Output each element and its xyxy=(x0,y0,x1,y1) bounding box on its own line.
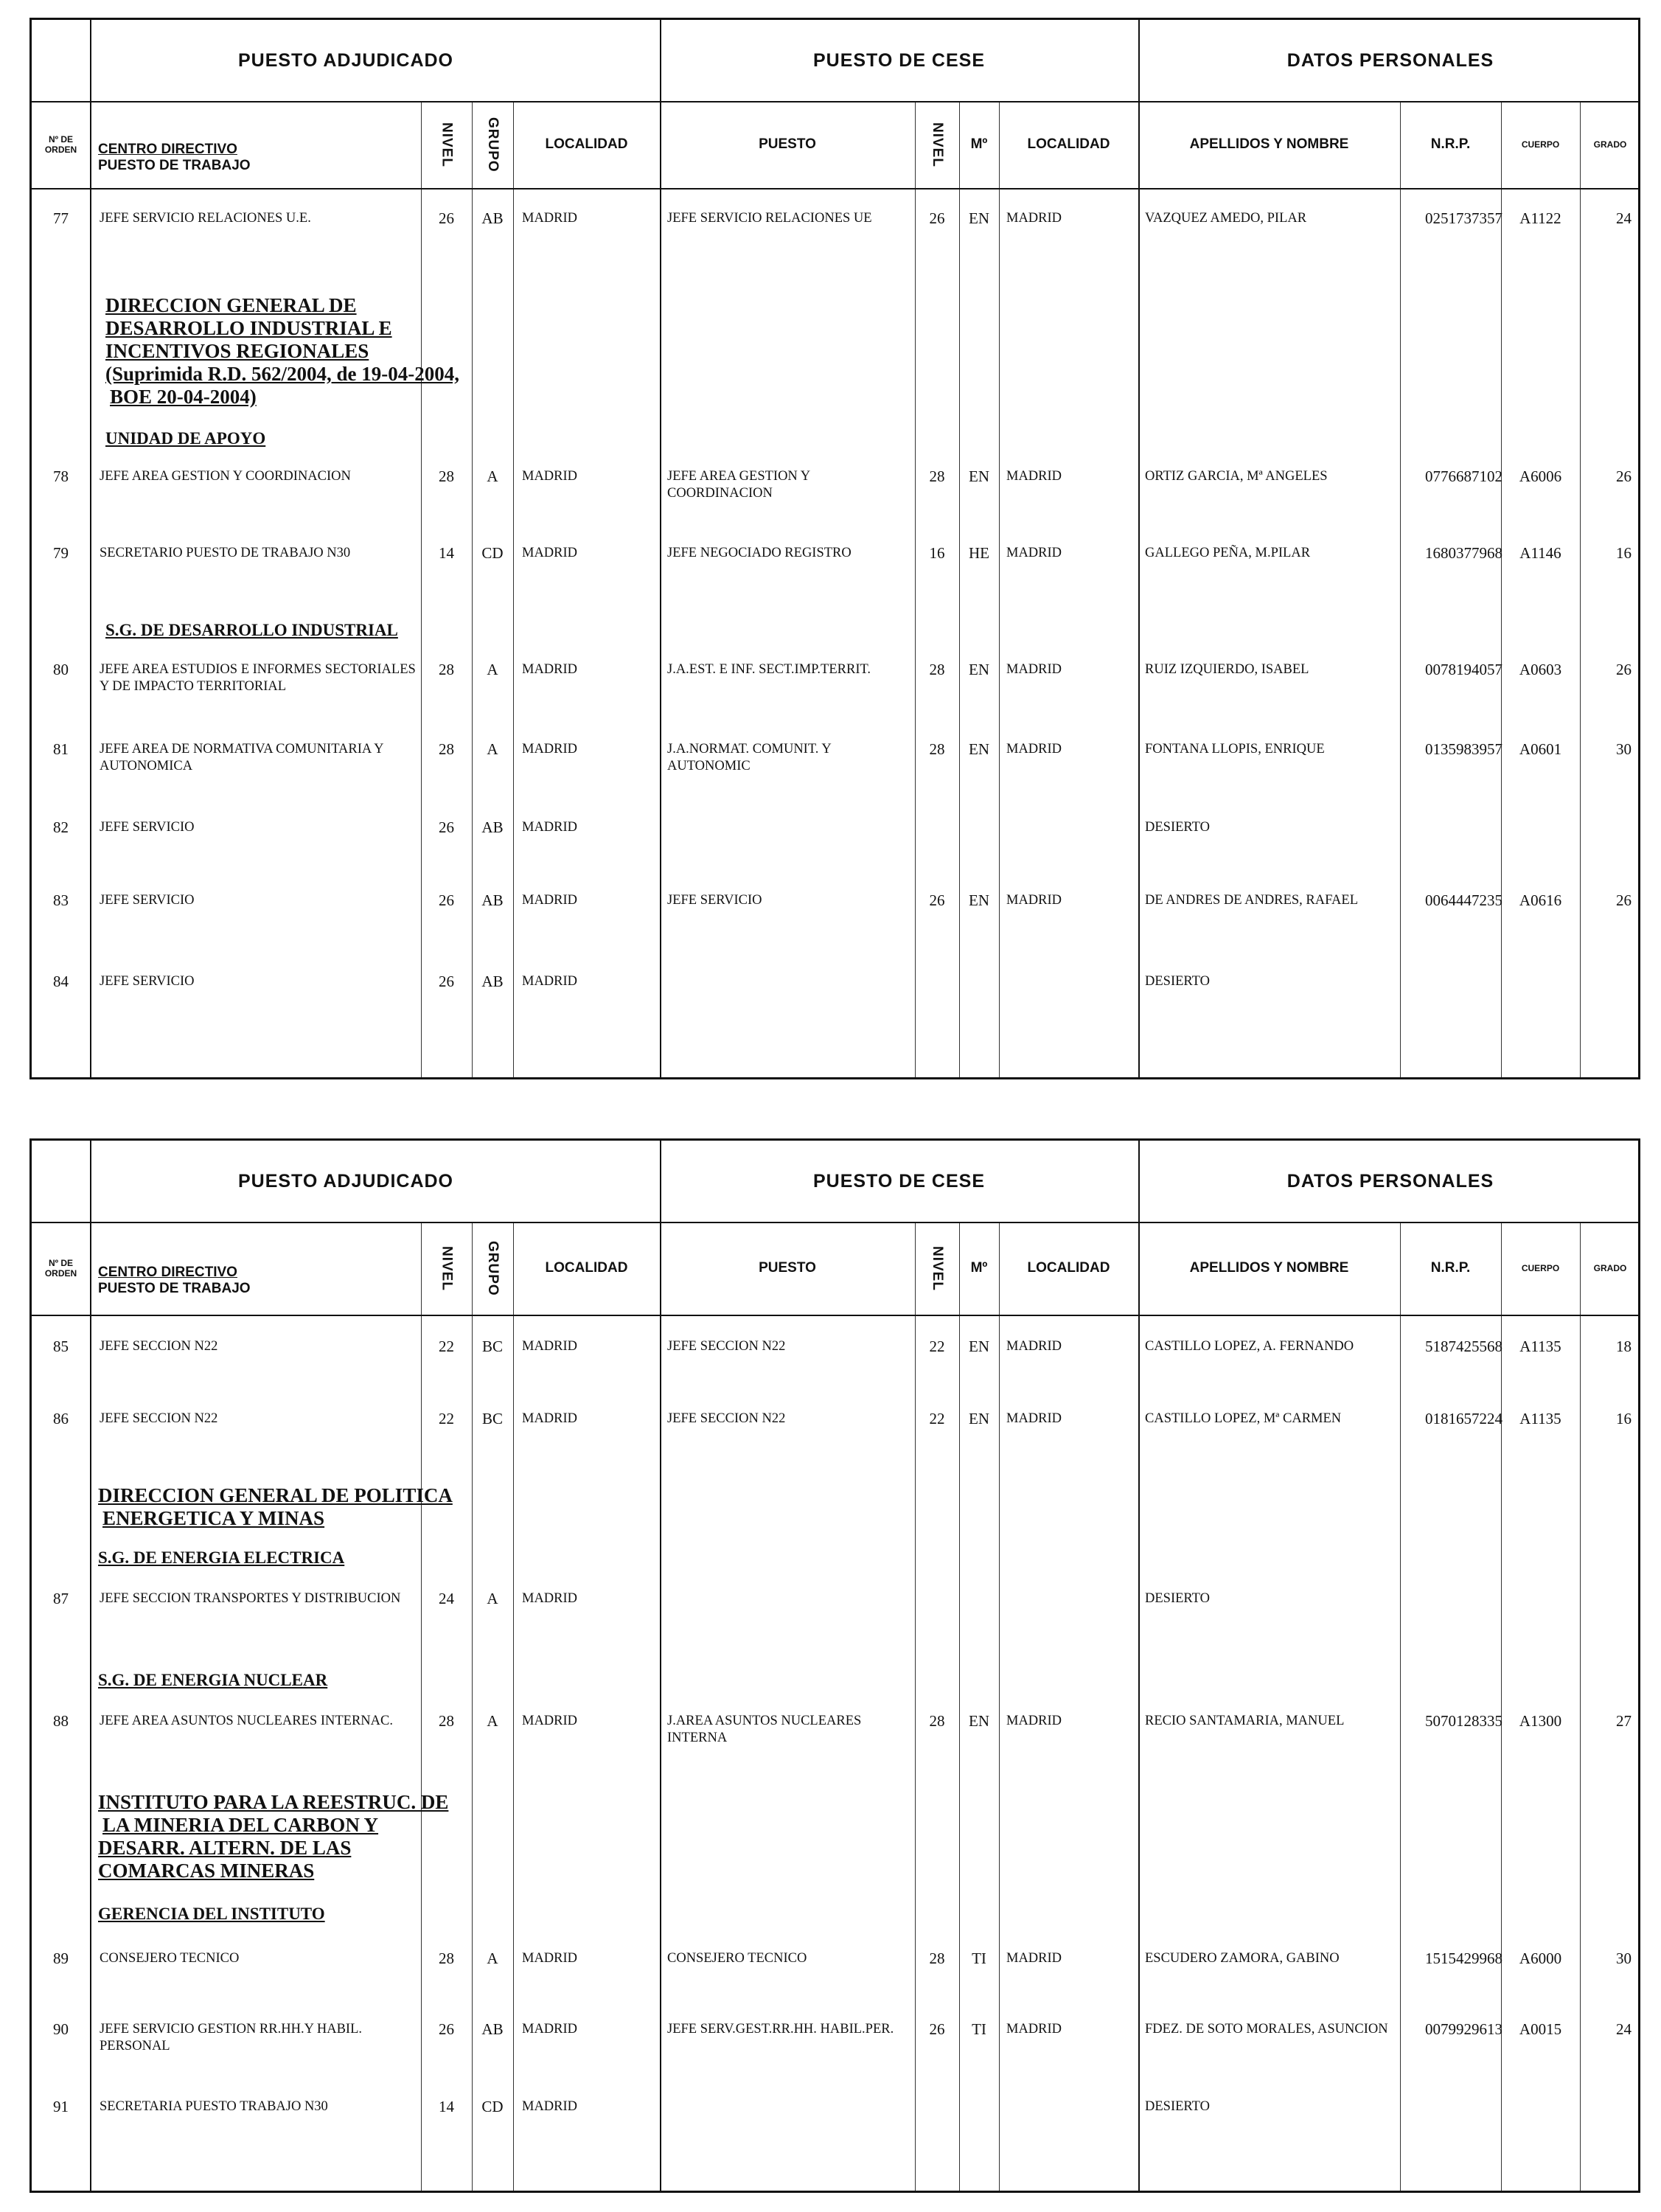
col-header-puesto: PUESTO xyxy=(759,136,816,152)
cell-localidad: MADRID xyxy=(522,820,578,835)
cell-nrp: 0079929613 xyxy=(1425,2020,1502,2038)
cell-grupo: AB xyxy=(481,818,504,836)
cell-orden: 84 xyxy=(53,973,69,990)
col-divider xyxy=(1400,101,1401,1077)
cell-cese-localidad: MADRID xyxy=(1006,662,1062,677)
heading-gerencia-instituto: GERENCIA DEL INSTITUTO xyxy=(98,1905,325,1923)
cell-nombre: CASTILLO LOPEZ, A. FERNANDO xyxy=(1145,1339,1354,1354)
col-divider xyxy=(421,101,422,1077)
cell-cese-nivel: 28 xyxy=(929,1950,945,1967)
cell-puesto: JEFE SERVICIO xyxy=(100,820,195,835)
cell-cuerpo: A1135 xyxy=(1519,1338,1561,1355)
cell-grupo: A xyxy=(487,661,498,678)
col-divider xyxy=(1580,101,1581,1077)
cell-cese-m: EN xyxy=(969,1410,989,1427)
cell-grado: 30 xyxy=(1616,740,1632,758)
cell-nrp: 1680377968 xyxy=(1425,544,1502,562)
cell-cese-nivel: 16 xyxy=(929,544,945,562)
cell-cese-puesto: JEFE SERV.GEST.RR.HH. HABIL.PER. xyxy=(667,2022,894,2037)
cell-nrp: 0078194057 xyxy=(1425,661,1502,678)
cell-cuerpo: A1135 xyxy=(1519,1410,1561,1427)
cell-grado: 26 xyxy=(1616,661,1632,678)
header-divider xyxy=(32,1315,1638,1316)
cell-cese-puesto: JEFE NEGOCIADO REGISTRO xyxy=(667,546,852,560)
heading-line: DESARR. ALTERN. DE LAS xyxy=(98,1837,352,1859)
cell-grado: 30 xyxy=(1616,1950,1632,1967)
section-puesto-de-cese: PUESTO DE CESE xyxy=(812,1170,986,1192)
cell-cese-puesto: J.AREA ASUNTOS NUCLEARES INTERNA xyxy=(667,1714,862,1745)
cell-localidad: MADRID xyxy=(522,469,578,484)
cell-cese-localidad: MADRID xyxy=(1006,2022,1062,2037)
col-divider xyxy=(1400,1222,1401,2191)
col-divider xyxy=(999,1222,1000,2191)
cell-cese-nivel: 28 xyxy=(929,661,945,678)
cell-nivel: 14 xyxy=(439,544,454,562)
col-header-cese-nivel: NIVEL xyxy=(930,122,945,167)
cell-orden: 80 xyxy=(53,661,69,678)
cell-cese-m: TI xyxy=(972,1950,986,1967)
cell-orden: 81 xyxy=(53,740,69,758)
cell-puesto: JEFE SECCION N22 xyxy=(100,1411,218,1426)
cell-cese-nivel: 28 xyxy=(929,740,945,758)
col-divider xyxy=(999,101,1000,1077)
section-puesto-adjudicado: PUESTO ADJUDICADO xyxy=(237,1170,454,1192)
cell-cese-puesto: JEFE SERVICIO xyxy=(667,893,762,908)
cell-orden: 82 xyxy=(53,818,69,836)
cell-grado: 26 xyxy=(1616,467,1632,485)
cell-nivel: 28 xyxy=(439,1950,454,1967)
section-datos-personales: DATOS PERSONALES xyxy=(1286,1170,1494,1192)
cell-cese-puesto: JEFE SERVICIO RELACIONES UE xyxy=(667,211,872,226)
cell-cese-m: TI xyxy=(972,2020,986,2038)
cell-cese-localidad: MADRID xyxy=(1006,893,1062,908)
col-header-localidad: LOCALIDAD xyxy=(545,136,628,152)
cell-puesto: JEFE SECCION TRANSPORTES Y DISTRIBUCION xyxy=(100,1591,401,1606)
cell-orden: 79 xyxy=(53,544,69,562)
cell-nombre: RECIO SANTAMARIA, MANUEL xyxy=(1145,1714,1345,1728)
cell-cese-nivel: 26 xyxy=(929,891,945,909)
col-header-apellidos: APELLIDOS Y NOMBRE xyxy=(1189,1260,1349,1276)
cell-cese-nivel: 28 xyxy=(929,1712,945,1730)
cell-grado: 24 xyxy=(1616,209,1632,227)
cell-cese-localidad: MADRID xyxy=(1006,211,1062,226)
col-header-grupo: GRUPO xyxy=(485,116,501,173)
heading-sg-desarrollo-industrial: S.G. DE DESARROLLO INDUSTRIAL xyxy=(105,621,398,639)
heading-line: DESARROLLO INDUSTRIAL E xyxy=(105,317,392,339)
cell-grado: 24 xyxy=(1616,2020,1632,2038)
col-header-modalidad: Mº xyxy=(970,1260,988,1276)
cell-cese-nivel: 26 xyxy=(929,2020,945,2038)
heading-sg-energia-nuclear: S.G. DE ENERGIA NUCLEAR xyxy=(98,1671,328,1689)
cell-cese-localidad: MADRID xyxy=(1006,546,1062,560)
cell-puesto: JEFE SECCION N22 xyxy=(100,1339,218,1354)
cell-puesto: JEFE AREA GESTION Y COORDINACION xyxy=(100,469,351,484)
cell-orden: 85 xyxy=(53,1338,69,1355)
cell-grupo: CD xyxy=(481,2098,504,2115)
cell-cese-m: EN xyxy=(969,467,989,485)
heading-dg-politica-energetica xyxy=(98,1484,511,1530)
cell-nrp: 0251737357 xyxy=(1425,209,1502,227)
cell-cese-puesto: CONSEJERO TECNICO xyxy=(667,1951,807,1966)
cell-nivel: 24 xyxy=(439,1590,454,1607)
cell-localidad: MADRID xyxy=(522,1714,578,1728)
cell-grupo: AB xyxy=(481,2020,504,2038)
cell-cese-localidad: MADRID xyxy=(1006,742,1062,757)
heading-line: INCENTIVOS REGIONALES xyxy=(105,340,369,362)
col-header-puesto: PUESTO xyxy=(759,1260,816,1276)
col-header-nrp: N.R.P. xyxy=(1430,1260,1471,1276)
cell-nivel: 22 xyxy=(439,1338,454,1355)
cell-orden: 89 xyxy=(53,1950,69,1967)
cell-nrp: 0135983957 xyxy=(1425,740,1502,758)
col-header-centro xyxy=(98,142,415,186)
col-header-centro-directivo: CENTRO DIRECTIVO xyxy=(98,142,237,157)
cell-cese-m: EN xyxy=(969,209,989,227)
heading-line: ENERGETICA Y MINAS xyxy=(102,1507,325,1529)
cell-grupo: BC xyxy=(481,1338,503,1355)
cell-orden: 91 xyxy=(53,2098,69,2115)
cell-cese-puesto: JEFE AREA GESTION Y COORDINACION xyxy=(667,469,810,501)
cell-nombre: DESIERTO xyxy=(1145,2099,1210,2114)
table-2 xyxy=(29,1138,1640,2193)
cell-puesto: SECRETARIO PUESTO DE TRABAJO N30 xyxy=(100,546,351,560)
cell-nrp: 1515429968 xyxy=(1425,1950,1502,1967)
cell-orden: 86 xyxy=(53,1410,69,1427)
cell-cuerpo: A6000 xyxy=(1519,1950,1562,1967)
col-header-nivel: NIVEL xyxy=(439,1245,455,1291)
cell-nombre: DESIERTO xyxy=(1145,820,1210,835)
cell-localidad: MADRID xyxy=(522,742,578,757)
heading-dg-desarrollo-industrial xyxy=(105,294,518,408)
cell-localidad: MADRID xyxy=(522,2022,578,2037)
cell-nrp: 5187425568 xyxy=(1425,1338,1502,1355)
cell-localidad: MADRID xyxy=(522,662,578,677)
cell-nivel: 26 xyxy=(439,973,454,990)
cell-puesto: JEFE AREA ESTUDIOS E INFORMES SECTORIALES Y DE IMPACTO TERRITORIAL xyxy=(100,662,416,694)
heading-line: INSTITUTO PARA LA REESTRUC. DE xyxy=(98,1791,449,1813)
cell-localidad: MADRID xyxy=(522,1411,578,1426)
cell-cuerpo: A1300 xyxy=(1519,1712,1562,1730)
col-header-centro-directivo: CENTRO DIRECTIVO xyxy=(98,1265,237,1280)
col-header-orden: Nº DE ORDEN xyxy=(44,134,77,155)
cell-puesto: JEFE AREA DE NORMATIVA COMUNITARIA Y AUTONOMICA xyxy=(100,742,383,773)
cell-cuerpo: A0015 xyxy=(1519,2020,1562,2038)
cell-puesto: SECRETARIA PUESTO TRABAJO N30 xyxy=(100,2099,328,2114)
cell-cese-nivel: 28 xyxy=(929,467,945,485)
cell-cese-nivel: 22 xyxy=(929,1338,945,1355)
cell-nivel: 28 xyxy=(439,661,454,678)
col-divider xyxy=(1580,1222,1581,2191)
cell-nombre: FDEZ. DE SOTO MORALES, ASUNCION xyxy=(1145,2022,1388,2037)
cell-grupo: AB xyxy=(481,891,504,909)
col-divider xyxy=(915,101,916,1077)
cell-grado: 18 xyxy=(1616,1338,1632,1355)
cell-cese-m: EN xyxy=(969,891,989,909)
cell-cese-nivel: 26 xyxy=(929,209,945,227)
cell-cese-m: EN xyxy=(969,1338,989,1355)
col-header-apellidos: APELLIDOS Y NOMBRE xyxy=(1189,136,1349,152)
cell-cese-m: EN xyxy=(969,740,989,758)
col-divider xyxy=(1501,1222,1502,2191)
col-divider xyxy=(513,1222,514,2191)
heading-instituto-mineria xyxy=(98,1791,511,1882)
cell-cuerpo: A0601 xyxy=(1519,740,1562,758)
heading-line: LA MINERIA DEL CARBON Y xyxy=(102,1814,379,1836)
cell-grupo: BC xyxy=(481,1410,503,1427)
cell-nrp: 5070128335 xyxy=(1425,1712,1502,1730)
cell-nombre: DESIERTO xyxy=(1145,974,1210,989)
cell-nombre: DESIERTO xyxy=(1145,1591,1210,1606)
heading-line: COMARCAS MINERAS xyxy=(98,1860,315,1882)
cell-localidad: MADRID xyxy=(522,211,578,226)
cell-localidad: MADRID xyxy=(522,1591,578,1606)
cell-cuerpo: A1146 xyxy=(1519,544,1561,562)
cell-cuerpo: A0603 xyxy=(1519,661,1562,678)
cell-localidad: MADRID xyxy=(522,2099,578,2114)
cell-nrp: 0064447235 xyxy=(1425,891,1502,909)
cell-cese-nivel: 22 xyxy=(929,1410,945,1427)
col-divider xyxy=(959,1222,960,2191)
col-divider xyxy=(959,101,960,1077)
cell-cese-puesto: J.A.NORMAT. COMUNIT. Y AUTONOMIC xyxy=(667,742,831,773)
heading-unidad-apoyo: UNIDAD DE APOYO xyxy=(105,429,266,448)
col-divider xyxy=(1501,101,1502,1077)
cell-cese-m: EN xyxy=(969,661,989,678)
cell-nombre: FONTANA LLOPIS, ENRIQUE xyxy=(1145,742,1325,757)
col-divider xyxy=(915,1222,916,2191)
cell-nombre: DE ANDRES DE ANDRES, RAFAEL xyxy=(1145,893,1358,908)
col-header-centro xyxy=(98,1265,415,1309)
col-divider xyxy=(90,1141,91,2191)
cell-nivel: 28 xyxy=(439,467,454,485)
cell-orden: 77 xyxy=(53,209,69,227)
table-1 xyxy=(29,18,1640,1079)
col-header-nrp: N.R.P. xyxy=(1430,136,1471,152)
cell-localidad: MADRID xyxy=(522,893,578,908)
cell-grupo: A xyxy=(487,740,498,758)
cell-grupo: AB xyxy=(481,209,504,227)
cell-orden: 83 xyxy=(53,891,69,909)
cell-localidad: MADRID xyxy=(522,546,578,560)
col-header-grupo: GRUPO xyxy=(485,1240,501,1296)
cell-cuerpo: A0616 xyxy=(1519,891,1562,909)
cell-puesto: JEFE SERVICIO RELACIONES U.E. xyxy=(100,211,311,226)
cell-localidad: MADRID xyxy=(522,1339,578,1354)
cell-puesto: JEFE SERVICIO GESTION RR.HH.Y HABIL. PERSONAL xyxy=(100,2022,363,2053)
cell-orden: 88 xyxy=(53,1712,69,1730)
col-divider xyxy=(513,101,514,1077)
header-divider xyxy=(32,188,1638,189)
col-header-puesto-trabajo: PUESTO DE TRABAJO xyxy=(98,158,251,173)
cell-grupo: A xyxy=(487,1712,498,1730)
col-header-grado: GRADO xyxy=(1593,139,1627,150)
heading-line: DIRECCION GENERAL DE xyxy=(105,294,357,316)
cell-orden: 90 xyxy=(53,2020,69,2038)
col-header-localidad: LOCALIDAD xyxy=(545,1260,628,1276)
cell-cese-puesto: J.A.EST. E INF. SECT.IMP.TERRIT. xyxy=(667,662,871,677)
cell-cese-localidad: MADRID xyxy=(1006,1339,1062,1354)
col-divider xyxy=(472,101,473,1077)
cell-cese-m: HE xyxy=(969,544,989,562)
cell-nivel: 26 xyxy=(439,209,454,227)
cell-cese-puesto: JEFE SECCION N22 xyxy=(667,1411,786,1426)
cell-orden: 78 xyxy=(53,467,69,485)
cell-nivel: 26 xyxy=(439,818,454,836)
cell-grupo: A xyxy=(487,1950,498,1967)
cell-grupo: CD xyxy=(481,544,504,562)
col-header-cese-localidad: LOCALIDAD xyxy=(1027,1260,1110,1276)
cell-cuerpo: A6006 xyxy=(1519,467,1562,485)
cell-localidad: MADRID xyxy=(522,1951,578,1966)
cell-cuerpo: A1122 xyxy=(1519,209,1561,227)
cell-nivel: 26 xyxy=(439,2020,454,2038)
col-header-orden: Nº DE ORDEN xyxy=(44,1258,77,1279)
cell-nivel: 14 xyxy=(439,2098,454,2115)
cell-nombre: CASTILLO LOPEZ, Mª CARMEN xyxy=(1145,1411,1342,1426)
cell-grado: 16 xyxy=(1616,1410,1632,1427)
cell-grado: 16 xyxy=(1616,544,1632,562)
col-header-cuerpo: CUERPO xyxy=(1521,139,1560,150)
cell-nivel: 28 xyxy=(439,740,454,758)
cell-grado: 26 xyxy=(1616,891,1632,909)
cell-cese-puesto: JEFE SECCION N22 xyxy=(667,1339,786,1354)
cell-nivel: 22 xyxy=(439,1410,454,1427)
cell-cese-localidad: MADRID xyxy=(1006,1714,1062,1728)
col-header-nivel: NIVEL xyxy=(439,122,455,167)
cell-puesto: JEFE SERVICIO xyxy=(100,974,195,989)
cell-nivel: 26 xyxy=(439,891,454,909)
cell-puesto: JEFE AREA ASUNTOS NUCLEARES INTERNAC. xyxy=(100,1714,393,1728)
col-header-modalidad: Mº xyxy=(970,136,988,152)
section-puesto-de-cese: PUESTO DE CESE xyxy=(812,49,986,71)
cell-nombre: VAZQUEZ AMEDO, PILAR xyxy=(1145,211,1307,226)
col-divider xyxy=(472,1222,473,2191)
cell-cese-m: EN xyxy=(969,1712,989,1730)
cell-nombre: ORTIZ GARCIA, Mª ANGELES xyxy=(1145,469,1328,484)
cell-localidad: MADRID xyxy=(522,974,578,989)
cell-grupo: A xyxy=(487,1590,498,1607)
col-header-grado: GRADO xyxy=(1593,1263,1627,1273)
heading-line: DIRECCION GENERAL DE POLITICA xyxy=(98,1484,453,1506)
cell-nrp: 0181657224 xyxy=(1425,1410,1502,1427)
cell-cese-localidad: MADRID xyxy=(1006,1951,1062,1966)
cell-grado: 27 xyxy=(1616,1712,1632,1730)
cell-grupo: A xyxy=(487,467,498,485)
col-header-cuerpo: CUERPO xyxy=(1521,1263,1560,1273)
col-header-puesto-trabajo: PUESTO DE TRABAJO xyxy=(98,1281,251,1296)
heading-sg-energia-electrica: S.G. DE ENERGIA ELECTRICA xyxy=(98,1548,345,1567)
cell-puesto: CONSEJERO TECNICO xyxy=(100,1951,240,1966)
col-divider xyxy=(421,1222,422,2191)
cell-cese-localidad: MADRID xyxy=(1006,1411,1062,1426)
cell-grupo: AB xyxy=(481,973,504,990)
col-header-cese-nivel: NIVEL xyxy=(930,1245,945,1291)
cell-nivel: 28 xyxy=(439,1712,454,1730)
cell-nombre: RUIZ IZQUIERDO, ISABEL xyxy=(1145,662,1309,677)
cell-nombre: GALLEGO PEÑA, M.PILAR xyxy=(1145,546,1311,560)
cell-cese-localidad: MADRID xyxy=(1006,469,1062,484)
cell-nrp: 0776687102 xyxy=(1425,467,1502,485)
heading-line: BOE 20-04-2004) xyxy=(110,386,257,408)
cell-nombre: ESCUDERO ZAMORA, GABINO xyxy=(1145,1951,1340,1966)
col-divider xyxy=(90,20,91,1077)
heading-line: (Suprimida R.D. 562/2004, de 19-04-2004, xyxy=(105,363,460,385)
cell-puesto: JEFE SERVICIO xyxy=(100,893,195,908)
section-puesto-adjudicado: PUESTO ADJUDICADO xyxy=(237,49,454,71)
section-datos-personales: DATOS PERSONALES xyxy=(1286,49,1494,71)
cell-orden: 87 xyxy=(53,1590,69,1607)
col-header-cese-localidad: LOCALIDAD xyxy=(1027,136,1110,152)
